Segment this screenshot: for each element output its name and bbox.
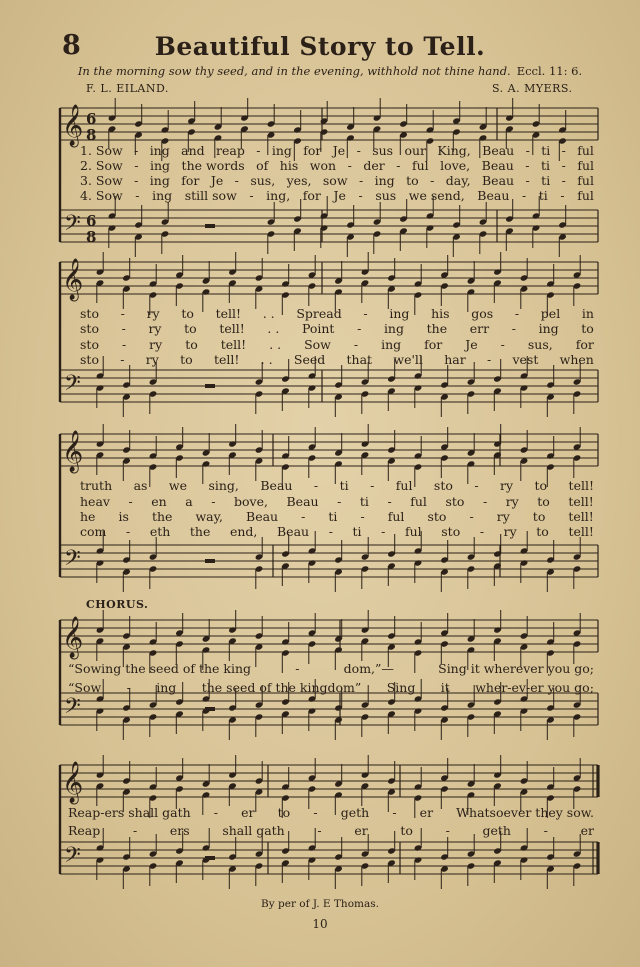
lyric-syllable: ry <box>146 306 160 321</box>
lyric-syllable: en <box>151 494 167 509</box>
lyric-syllable: . . <box>269 337 282 352</box>
lyric-syllable: the seed of the kingdom” <box>201 680 362 695</box>
lyric-syllable: - <box>126 680 131 695</box>
lyric-syllable: still sow <box>184 188 237 203</box>
lyric-syllable: the <box>189 524 211 539</box>
lyric-syllable: - <box>486 352 492 367</box>
permission-credit: By per of J. E Thomas. <box>261 898 379 910</box>
lyric-syllable: ing <box>374 173 395 188</box>
lyric-syllable: it <box>440 680 450 695</box>
lyric-syllable: ing <box>383 321 404 336</box>
time-signature-bottom: 8 <box>86 126 97 144</box>
lyric-syllable: Beau <box>482 173 515 188</box>
lyric-syllable: Je <box>332 143 346 158</box>
lyric-line <box>80 494 594 509</box>
lyric-syllable: to <box>581 321 594 336</box>
lyric-syllable: for <box>575 337 594 352</box>
lyric-syllable: ing <box>149 173 170 188</box>
lyric-syllable: ry <box>149 337 163 352</box>
lyric-syllable: bove, <box>234 494 268 509</box>
lyric-syllable: err <box>469 321 490 336</box>
lyric-syllable: ry <box>503 524 517 539</box>
hymn-title: Beautiful Story to Tell. <box>154 32 486 61</box>
lyric-syllable: his <box>279 158 299 173</box>
lyric-syllable: his <box>431 306 450 321</box>
lyric-syllable: - <box>525 173 530 188</box>
lyric-syllable: a <box>185 494 193 509</box>
lyric-syllable: - <box>521 188 527 203</box>
lyric-syllable: sus <box>372 143 394 158</box>
lyric-syllable: - <box>132 823 138 838</box>
lyric-syllable: is <box>118 509 129 524</box>
lyric-syllable: 2. Sow <box>80 158 123 173</box>
lyric-syllable: tell! <box>213 352 240 367</box>
page-number: 10 <box>312 917 328 931</box>
whole-rest <box>205 707 215 711</box>
lyric-syllable: - <box>474 478 479 493</box>
lyric-syllable: - <box>392 805 397 820</box>
lyric-syllable: - <box>363 306 368 321</box>
lyric-syllable: we'll <box>393 352 423 367</box>
lyric-syllable: to <box>406 173 419 188</box>
time-signature-bottom: 8 <box>86 228 97 246</box>
lyric-syllable: Beau <box>477 188 510 203</box>
lyric-syllable: Beau <box>260 478 293 493</box>
lyric-syllable: tell! <box>568 509 594 524</box>
lyric-syllable: - <box>561 158 566 173</box>
lyric-syllable: Sing it wherever you go; <box>438 661 594 676</box>
hymn-number: 8 <box>62 30 81 61</box>
lyric-syllable: the words <box>181 158 245 173</box>
lyric-syllable: - <box>479 524 485 539</box>
lyric-syllable: - <box>249 188 254 203</box>
lyric-syllable: ry <box>505 494 519 509</box>
lyric-syllable: ti <box>339 478 349 493</box>
lyric-syllable: ry <box>148 321 162 336</box>
lyric-syllable: our <box>404 143 427 158</box>
lyric-syllable: sus, <box>527 337 553 352</box>
lyric-line <box>68 680 594 695</box>
lyric-syllable: . . <box>262 306 275 321</box>
lyric-line <box>80 306 594 321</box>
lyric-syllable: Reap <box>68 823 101 838</box>
lyric-syllable: - <box>295 661 300 676</box>
lyric-syllable: er <box>419 805 434 820</box>
lyric-syllable: tell! <box>568 494 594 509</box>
lyric-syllable: to <box>400 823 413 838</box>
lyric-syllable: ing, <box>266 188 291 203</box>
lyric-syllable: ful <box>577 158 594 173</box>
lyric-syllable: ti <box>352 524 362 539</box>
lyric-syllable: ti <box>328 509 338 524</box>
lyric-syllable: - <box>525 158 530 173</box>
lyric-syllable: - <box>543 823 548 838</box>
lyric-syllable: - <box>328 524 333 539</box>
lyric-syllable: yes, <box>286 173 312 188</box>
lyric-syllable: - <box>135 188 140 203</box>
lyric-syllable: com <box>80 524 107 539</box>
lyric-syllable: day, <box>445 173 471 188</box>
lyric-syllable: ing <box>381 337 402 352</box>
lyric-syllable: heav <box>80 494 110 509</box>
lyric-syllable: to <box>181 306 194 321</box>
lyric-syllable: ful <box>404 524 422 539</box>
bass-clef-icon: 𝄢 <box>64 843 81 873</box>
lyric-syllable: we send, <box>408 188 465 203</box>
lyric-syllable: truth <box>80 478 113 493</box>
lyric-syllable: to <box>277 805 291 820</box>
lyric-syllable: sto <box>441 524 461 539</box>
lyric-syllable: Spread <box>296 306 342 321</box>
lyric-syllable: ry <box>496 509 510 524</box>
lyric-syllable: ti <box>538 188 548 203</box>
lyric-syllable: ful <box>577 173 594 188</box>
whole-rest <box>205 384 215 388</box>
treble-clef-icon: 𝄞 <box>62 762 84 803</box>
lyric-syllable: - <box>337 494 342 509</box>
lyric-syllable: 1. Sow <box>80 143 123 158</box>
lyric-syllable: Sing <box>386 680 416 695</box>
lyric-syllable: sto <box>445 494 465 509</box>
lyric-syllable: when <box>559 352 594 367</box>
lyric-syllable: - <box>381 524 386 539</box>
lyric-syllable: to <box>537 494 550 509</box>
lyric-syllable: pel <box>540 306 561 321</box>
lyric-syllable: - <box>360 509 365 524</box>
lyric-syllable: - <box>134 143 139 158</box>
lyric-syllable: - <box>356 143 361 158</box>
lyric-syllable: Beau <box>246 509 279 524</box>
lyric-syllable: - <box>313 478 319 493</box>
scripture-text: In the morning sow thy seed, and in the evening, withhold not thine hand. <box>77 64 511 78</box>
lyric-line <box>80 173 594 188</box>
lyric-syllable: tell! <box>568 524 594 539</box>
lyric-syllable: - <box>213 805 219 820</box>
lyric-syllable: ers <box>169 823 190 838</box>
lyric-syllable: way, <box>195 509 223 524</box>
lyric-syllable: - <box>469 509 474 524</box>
lyric-syllable: we <box>168 478 188 493</box>
lyric-syllable: the <box>426 321 448 336</box>
lyric-syllable: - <box>514 306 520 321</box>
lyric-syllable: ing <box>149 158 171 173</box>
lyric-syllable: to <box>534 478 548 493</box>
lyric-syllable: sto <box>80 337 99 352</box>
time-signature-top: 6 <box>86 212 97 230</box>
lyric-syllable: - <box>120 352 125 367</box>
lyric-syllable: Je <box>333 188 346 203</box>
lyric-syllable: der <box>363 158 385 173</box>
lyric-syllable: gos <box>471 306 494 321</box>
lyric-syllable: - <box>357 321 362 336</box>
lyric-syllable: ry <box>145 352 159 367</box>
lyric-syllable: Reap-ers shall gath <box>68 805 191 820</box>
scripture-epigraph <box>0 64 640 78</box>
lyric-syllable: geth <box>340 805 370 820</box>
lyric-syllable: Beau <box>286 494 319 509</box>
lyric-syllable: to <box>184 321 197 336</box>
lyric-syllable: sto <box>427 509 447 524</box>
lyric-syllable: ti <box>541 173 551 188</box>
lyric-syllable: ful <box>410 494 427 509</box>
lyric-syllable: ing <box>152 188 173 203</box>
bass-clef-icon: 𝄢 <box>64 371 81 401</box>
composer-credit: S. A. MYERS. <box>492 82 573 95</box>
lyric-syllable: - <box>525 143 530 158</box>
lyric-syllable: - <box>396 158 401 173</box>
lyric-syllable: - <box>430 173 435 188</box>
lyric-syllable: er <box>241 805 255 820</box>
lyric-syllable: he <box>80 509 96 524</box>
lyric-syllable: sus <box>375 188 397 203</box>
lyric-syllable: eth <box>149 524 171 539</box>
lyric-syllable: Sow <box>304 337 331 352</box>
lyric-syllable: ing <box>389 306 410 321</box>
lyric-syllable: shall gath <box>222 823 285 838</box>
lyric-syllable: ing <box>149 143 170 158</box>
lyric-line <box>80 337 594 352</box>
bass-clef-icon: 𝄢 <box>64 211 81 241</box>
lyric-syllable: ti <box>359 494 369 509</box>
lyric-syllable: ful <box>395 478 413 493</box>
lyric-syllable: - <box>353 337 359 352</box>
lyric-syllable: Point <box>301 321 335 336</box>
lyric-syllable: and <box>181 143 205 158</box>
lyric-syllable: end, <box>229 524 258 539</box>
lyric-syllable: wher-ev-er you go; <box>475 680 594 695</box>
lyric-syllable: - <box>128 494 133 509</box>
lyric-syllable: ing <box>271 143 292 158</box>
lyric-line <box>80 158 594 173</box>
lyric-syllable: - <box>317 823 322 838</box>
lyric-syllable: - <box>482 494 488 509</box>
lyric-syllable: - <box>561 143 566 158</box>
lyric-line <box>80 352 594 367</box>
bass-clef-icon: 𝄢 <box>64 546 81 576</box>
lyric-line <box>68 805 594 820</box>
chorus-label: CHORUS. <box>86 598 149 611</box>
lyric-syllable: “Sow <box>68 680 102 695</box>
lyric-syllable: to <box>185 337 198 352</box>
lyric-syllable: - <box>313 805 318 820</box>
lyric-syllable: - <box>511 321 516 336</box>
lyric-syllable: to <box>180 352 193 367</box>
lyric-syllable: reap <box>216 143 245 158</box>
lyric-syllable: - <box>125 524 131 539</box>
treble-clef-icon: 𝄞 <box>62 431 84 472</box>
lyric-syllable: er <box>580 823 594 838</box>
lyric-syllable: - <box>358 188 363 203</box>
whole-rest <box>205 559 215 563</box>
lyric-syllable: - <box>500 337 505 352</box>
lyric-syllable: 4. Sow <box>80 188 123 203</box>
lyric-syllable: - <box>370 478 375 493</box>
lyric-syllable: vest <box>512 352 539 367</box>
lyric-syllable: har <box>444 352 466 367</box>
lyric-line <box>80 478 594 493</box>
lyric-syllable: - <box>560 188 565 203</box>
lyric-syllable: Beau <box>481 158 514 173</box>
lyric-syllable: sto <box>80 306 99 321</box>
bass-clef-icon: 𝄢 <box>64 694 81 724</box>
lyric-syllable: - <box>256 143 261 158</box>
lyric-syllable: - <box>234 173 239 188</box>
lyric-syllable: ful <box>577 188 594 203</box>
lyric-syllable: ful <box>387 509 405 524</box>
lyric-syllable: ti <box>541 143 551 158</box>
treble-clef-icon: 𝄞 <box>62 259 84 300</box>
lyric-syllable: ing <box>538 321 559 336</box>
lyric-syllable: the <box>151 509 173 524</box>
lyric-syllable: of <box>256 158 269 173</box>
lyric-syllable: ry <box>500 478 514 493</box>
lyric-syllable: . . <box>260 352 273 367</box>
lyric-syllable: er <box>354 823 368 838</box>
lyric-syllable: to <box>536 524 549 539</box>
lyric-syllable: ti <box>541 158 551 173</box>
lyric-syllable: for <box>424 337 443 352</box>
lyric-syllable: Whatsoever they sow. <box>456 805 594 820</box>
lyric-syllable: - <box>561 173 566 188</box>
time-signature-top: 6 <box>86 110 97 128</box>
lyric-syllable: - <box>347 158 352 173</box>
lyric-syllable: “Sowing the seed of the king <box>68 661 252 676</box>
lyric-syllable: tell! <box>219 321 245 336</box>
lyric-syllable: love, <box>440 158 471 173</box>
lyric-line <box>68 823 594 838</box>
lyric-syllable: - <box>121 321 126 336</box>
lyric-syllable: Seed <box>293 352 326 367</box>
lyric-syllable: sto <box>433 478 453 493</box>
lyric-syllable: sow <box>322 173 348 188</box>
whole-rest <box>205 224 215 228</box>
lyric-syllable: . . <box>267 321 280 336</box>
lyric-syllable: sto <box>80 352 99 367</box>
whole-rest <box>205 856 215 860</box>
lyric-syllable: ing <box>156 680 177 695</box>
treble-clef-icon: 𝄞 <box>62 105 84 146</box>
lyric-syllable: in <box>581 306 594 321</box>
lyric-syllable: - <box>134 173 139 188</box>
lyric-syllable: Beau <box>482 143 515 158</box>
lyric-syllable: for <box>303 143 322 158</box>
lyric-syllable: - <box>120 306 125 321</box>
lyric-syllable: ful <box>411 158 429 173</box>
lyric-syllable: as <box>133 478 148 493</box>
lyric-syllable: - <box>301 509 306 524</box>
lyric-syllable: tell! <box>220 337 247 352</box>
lyric-syllable: - <box>445 823 450 838</box>
lyric-syllable: - <box>387 494 392 509</box>
lyric-line <box>80 143 594 158</box>
lyric-syllable: - <box>134 158 139 173</box>
lyric-syllable: ful <box>577 143 594 158</box>
lyric-syllable: for <box>181 173 200 188</box>
lyric-syllable: 3. Sow <box>80 173 123 188</box>
lyric-line <box>80 188 594 203</box>
lyric-syllable: Beau <box>277 524 310 539</box>
lyric-line <box>80 509 594 524</box>
lyric-line <box>80 524 594 539</box>
lyric-line <box>68 661 594 676</box>
lyricist-credit: F. L. EILAND. <box>86 82 169 95</box>
lyric-line <box>80 321 594 336</box>
lyric-syllable: Je <box>465 337 478 352</box>
lyric-syllable: that <box>346 352 373 367</box>
lyric-syllable: sto <box>80 321 99 336</box>
scripture-reference: Eccl. 11: 6. <box>516 64 583 78</box>
lyric-syllable: for <box>302 188 321 203</box>
lyric-syllable: sus, <box>250 173 276 188</box>
treble-clef-icon: 𝄞 <box>62 617 84 658</box>
lyric-syllable: King, <box>437 143 471 158</box>
lyric-syllable: sing, <box>208 478 239 493</box>
lyric-syllable: - <box>121 337 127 352</box>
lyric-syllable: - <box>358 173 364 188</box>
lyric-syllable: won <box>309 158 337 173</box>
lyric-syllable: tell! <box>215 306 242 321</box>
lyric-syllable: - <box>211 494 216 509</box>
lyric-syllable: to <box>532 509 546 524</box>
lyric-syllable: Je <box>210 173 224 188</box>
lyric-syllable: geth <box>482 823 511 838</box>
lyric-syllable: dom,”— <box>343 661 394 676</box>
lyric-syllable: tell! <box>568 478 594 493</box>
